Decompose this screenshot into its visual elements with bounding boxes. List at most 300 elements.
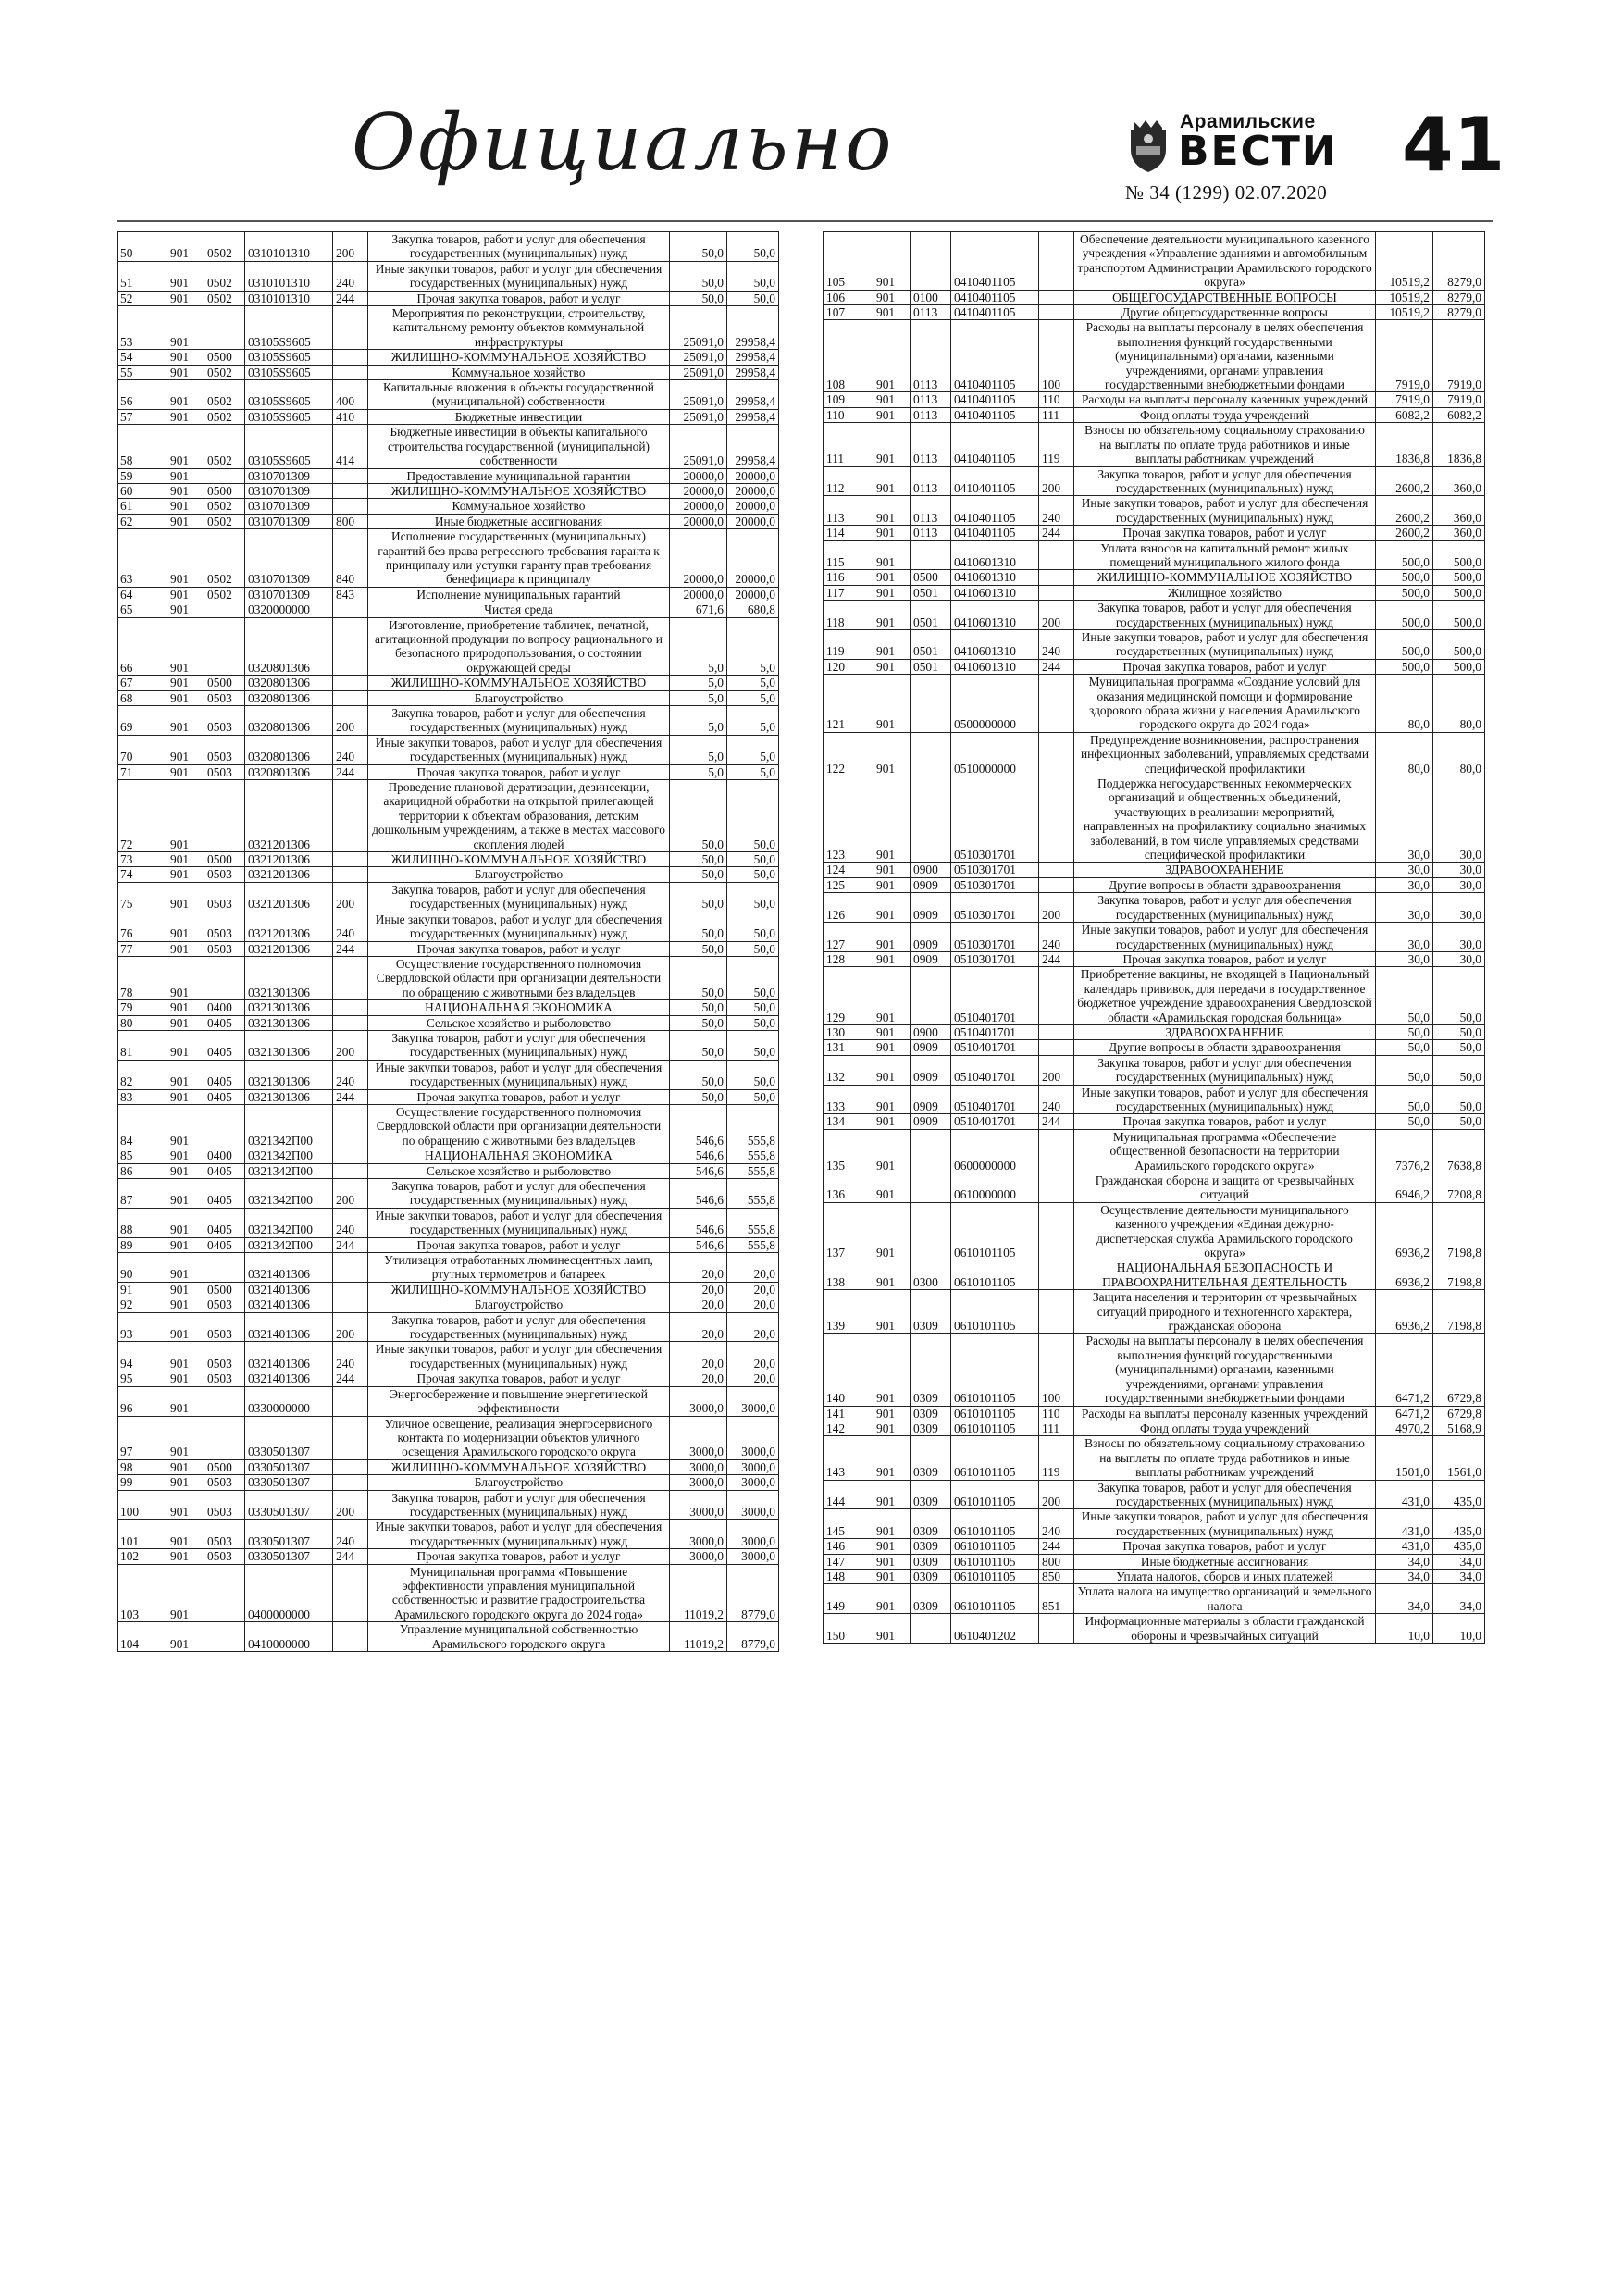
row-number-cell: 99: [118, 1475, 167, 1490]
admin-code-cell: 901: [167, 676, 204, 690]
table-row: [118, 617, 779, 676]
expense-type-cell: [333, 1163, 368, 1178]
item-name-cell: Жилищное хозяйство: [1074, 585, 1376, 600]
section-code-cell: 0405: [204, 1060, 245, 1089]
target-article-cell: 0310101310: [245, 291, 333, 305]
item-name-cell: Закупка товаров, работ и услуг для обеспечения государственных (муниципальных) нужд: [368, 1490, 670, 1520]
admin-code-cell: 901: [167, 380, 204, 410]
target-article-cell: 0610101105: [951, 1436, 1039, 1480]
row-number-cell: 76: [118, 912, 167, 941]
admin-code-cell: 901: [873, 1539, 911, 1554]
expense-type-cell: [1039, 540, 1074, 570]
expense-type-cell: 200: [333, 1179, 368, 1209]
section-code-cell: 0500: [204, 852, 245, 867]
amount-2021-cell: 671,6: [670, 602, 727, 617]
row-number-cell: 68: [118, 690, 167, 705]
item-name-cell: Закупка товаров, работ и услуг для обеспечения государственных (муниципальных) нужд: [1074, 1055, 1376, 1085]
target-article-cell: 0510301701: [951, 776, 1039, 863]
expense-type-cell: 240: [333, 261, 368, 291]
amount-2022-cell: 50,0: [727, 852, 779, 867]
table-row: [118, 1179, 779, 1209]
table-row: [118, 350, 779, 365]
table-row: [824, 893, 1485, 923]
row-number-cell: 122: [824, 732, 873, 776]
amount-2022-cell: 29958,4: [727, 350, 779, 365]
row-number-cell: 108: [824, 320, 873, 392]
admin-code-cell: 901: [167, 602, 204, 617]
section-code-cell: 0503: [204, 690, 245, 705]
budget-table-left-body: [118, 232, 779, 1652]
table-row: [118, 261, 779, 291]
admin-code-cell: 901: [167, 365, 204, 379]
target-article-cell: 0330501307: [245, 1549, 333, 1564]
target-article-cell: 03105S9605: [245, 380, 333, 410]
target-article-cell: 0610401202: [951, 1614, 1039, 1644]
section-code-cell: [204, 956, 245, 999]
row-number-cell: 66: [118, 617, 167, 676]
target-article-cell: 0410601310: [951, 540, 1039, 570]
item-name-cell: Уплата взносов на капитальный ремонт жилых помещений муниципального жилого фонда: [1074, 540, 1376, 570]
item-name-cell: Закупка товаров, работ и услуг для обеспечения государственных (муниципальных) нужд: [1074, 1480, 1376, 1509]
item-name-cell: Расходы на выплаты персоналу казенных учреждений: [1074, 1406, 1376, 1421]
amount-2022-cell: 50,0: [727, 1089, 779, 1104]
target-article-cell: 0610101105: [951, 1539, 1039, 1554]
amount-2021-cell: 10519,2: [1376, 232, 1433, 291]
table-row: [118, 1549, 779, 1564]
table-row: [118, 529, 779, 588]
section-code-cell: 0909: [911, 1040, 951, 1055]
target-article-cell: 0410401105: [951, 232, 1039, 291]
row-number-cell: 81: [118, 1030, 167, 1060]
section-code-cell: 0503: [204, 882, 245, 912]
admin-code-cell: 901: [167, 291, 204, 305]
amount-2022-cell: 5,0: [727, 735, 779, 764]
item-name-cell: ЗДРАВООХРАНЕНИЕ: [1074, 1024, 1376, 1039]
expense-type-cell: 244: [1039, 1114, 1074, 1129]
item-name-cell: Управление муниципальной собственностью Арамильского городского округа: [368, 1622, 670, 1652]
amount-2021-cell: 20,0: [670, 1297, 727, 1312]
table-row: [118, 1564, 779, 1622]
amount-2021-cell: 5,0: [670, 676, 727, 690]
section-code-cell: 0503: [204, 706, 245, 736]
target-article-cell: 0410601310: [951, 601, 1039, 630]
row-number-cell: 107: [824, 305, 873, 320]
admin-code-cell: 901: [167, 1371, 204, 1386]
row-number-cell: 140: [824, 1334, 873, 1406]
section-code-cell: 0502: [204, 587, 245, 602]
amount-2021-cell: 50,0: [1376, 967, 1433, 1025]
amount-2021-cell: 10,0: [1376, 1614, 1433, 1644]
expense-type-cell: 240: [1039, 496, 1074, 526]
budget-table-right: [823, 231, 1485, 1644]
item-name-cell: Защита населения и территории от чрезвычайных ситуаций природного и техногенного характера, гражданская оборона: [1074, 1290, 1376, 1334]
section-code-cell: 0405: [204, 1015, 245, 1030]
item-name-cell: Сельское хозяйство и рыболовство: [368, 1015, 670, 1030]
admin-code-cell: 901: [873, 1055, 911, 1085]
amount-2021-cell: 50,0: [1376, 1040, 1433, 1055]
expense-type-cell: 400: [333, 380, 368, 410]
amount-2021-cell: 10519,2: [1376, 305, 1433, 320]
item-name-cell: Уплата налога на имущество организаций и земельного налога: [1074, 1584, 1376, 1614]
table-row: [118, 1089, 779, 1104]
section-code-cell: [911, 1202, 951, 1260]
expense-type-cell: 244: [1039, 951, 1074, 966]
section-code-cell: 0501: [911, 601, 951, 630]
section-code-cell: 0500: [204, 1459, 245, 1474]
amount-2022-cell: 50,0: [727, 867, 779, 882]
amount-2021-cell: 5,0: [670, 690, 727, 705]
amount-2022-cell: 30,0: [1433, 863, 1485, 877]
amount-2022-cell: 50,0: [1433, 967, 1485, 1025]
newspaper-logo: [1127, 111, 1343, 185]
expense-type-cell: [1039, 1260, 1074, 1290]
expense-type-cell: [333, 956, 368, 999]
target-article-cell: 0310701309: [245, 483, 333, 498]
item-name-cell: Предоставление муниципальной гарантии: [368, 468, 670, 483]
section-code-cell: 0309: [911, 1436, 951, 1480]
amount-2022-cell: 1561,0: [1433, 1436, 1485, 1480]
item-name-cell: Иные закупки товаров, работ и услуг для обеспечения государственных (муниципальных) нужд: [368, 1060, 670, 1089]
expense-type-cell: [1039, 967, 1074, 1025]
section-code-cell: 0113: [911, 407, 951, 422]
target-article-cell: 0310701309: [245, 587, 333, 602]
row-number-cell: 120: [824, 659, 873, 674]
amount-2022-cell: 50,0: [727, 941, 779, 956]
item-name-cell: Обеспечение деятельности муниципального казенного учреждения «Управление зданиями и автомобильным транспортом Администрации Арамильского городского округа»: [1074, 232, 1376, 291]
amount-2022-cell: 7198,8: [1433, 1290, 1485, 1334]
target-article-cell: 03105S9605: [245, 350, 333, 365]
table-row: [824, 1584, 1485, 1614]
amount-2022-cell: 29958,4: [727, 365, 779, 379]
item-name-cell: Иные закупки товаров, работ и услуг для обеспечения государственных (муниципальных) нужд: [1074, 629, 1376, 659]
expense-type-cell: 119: [1039, 423, 1074, 466]
amount-2022-cell: 435,0: [1433, 1480, 1485, 1509]
row-number-cell: 123: [824, 776, 873, 863]
table-row: [824, 1436, 1485, 1480]
admin-code-cell: 901: [167, 1312, 204, 1342]
item-name-cell: Прочая закупка товаров, работ и услуг: [368, 764, 670, 779]
expense-type-cell: 200: [1039, 1480, 1074, 1509]
table-row: [824, 1260, 1485, 1290]
amount-2022-cell: 500,0: [1433, 540, 1485, 570]
target-article-cell: 0610101105: [951, 1509, 1039, 1539]
expense-type-cell: 240: [333, 735, 368, 764]
amount-2022-cell: 30,0: [1433, 877, 1485, 892]
amount-2022-cell: 3000,0: [727, 1475, 779, 1490]
admin-code-cell: 901: [167, 587, 204, 602]
table-row: [824, 1334, 1485, 1406]
amount-2021-cell: 546,6: [670, 1148, 727, 1163]
amount-2021-cell: 546,6: [670, 1104, 727, 1148]
target-article-cell: 0321301306: [245, 1030, 333, 1060]
target-article-cell: 0310701309: [245, 514, 333, 528]
section-code-cell: 0909: [911, 923, 951, 952]
admin-code-cell: 901: [873, 1436, 911, 1480]
admin-code-cell: 901: [167, 1297, 204, 1312]
amount-2022-cell: 80,0: [1433, 675, 1485, 733]
section-code-cell: 0500: [204, 676, 245, 690]
target-article-cell: 0600000000: [951, 1129, 1039, 1173]
amount-2022-cell: 10,0: [1433, 1614, 1485, 1644]
expense-type-cell: 240: [1039, 629, 1074, 659]
target-article-cell: 0610000000: [951, 1173, 1039, 1203]
expense-type-cell: 200: [333, 706, 368, 736]
amount-2021-cell: 431,0: [1376, 1509, 1433, 1539]
target-article-cell: 0321301306: [245, 956, 333, 999]
section-code-cell: 0503: [204, 1297, 245, 1312]
amount-2021-cell: 431,0: [1376, 1480, 1433, 1509]
amount-2022-cell: 500,0: [1433, 629, 1485, 659]
row-number-cell: 138: [824, 1260, 873, 1290]
amount-2022-cell: 50,0: [727, 912, 779, 941]
expense-type-cell: [1039, 877, 1074, 892]
table-row: [824, 1202, 1485, 1260]
admin-code-cell: 901: [873, 1085, 911, 1114]
admin-code-cell: 901: [167, 706, 204, 736]
amount-2021-cell: 50,0: [670, 780, 727, 852]
admin-code-cell: 901: [167, 1163, 204, 1178]
section-code-cell: 0405: [204, 1237, 245, 1252]
table-row: [824, 1421, 1485, 1435]
row-number-cell: 78: [118, 956, 167, 999]
table-row: [118, 1163, 779, 1178]
row-number-cell: 119: [824, 629, 873, 659]
table-row: [824, 732, 1485, 776]
amount-2021-cell: 30,0: [1376, 877, 1433, 892]
section-code-cell: [911, 232, 951, 291]
amount-2021-cell: 5,0: [670, 706, 727, 736]
target-article-cell: 0320000000: [245, 602, 333, 617]
target-article-cell: 0321342П00: [245, 1179, 333, 1209]
row-number-cell: 124: [824, 863, 873, 877]
admin-code-cell: 901: [873, 1569, 911, 1583]
expense-type-cell: 200: [333, 1312, 368, 1342]
admin-code-cell: 901: [873, 305, 911, 320]
row-number-cell: 137: [824, 1202, 873, 1260]
item-name-cell: Расходы на выплаты персоналу в целях обеспечения выполнения функций государственными (муниципальными) органами, казенными учреждениями, органами управления государственными внебюджетными фондами: [1074, 1334, 1376, 1406]
amount-2021-cell: 50,0: [670, 882, 727, 912]
section-code-cell: 0113: [911, 305, 951, 320]
expense-type-cell: [1039, 290, 1074, 304]
amount-2021-cell: 20,0: [670, 1342, 727, 1371]
amount-2022-cell: 360,0: [1433, 466, 1485, 496]
amount-2022-cell: 3000,0: [727, 1520, 779, 1549]
expense-type-cell: [1039, 305, 1074, 320]
expense-type-cell: [333, 867, 368, 882]
expense-type-cell: 840: [333, 529, 368, 588]
amount-2022-cell: 34,0: [1433, 1584, 1485, 1614]
row-number-cell: 77: [118, 941, 167, 956]
section-code-cell: 0502: [204, 261, 245, 291]
admin-code-cell: 901: [873, 951, 911, 966]
amount-2021-cell: 50,0: [1376, 1114, 1433, 1129]
expense-type-cell: 800: [1039, 1554, 1074, 1569]
item-name-cell: Закупка товаров, работ и услуг для обеспечения государственных (муниципальных) нужд: [1074, 893, 1376, 923]
target-article-cell: 0321201306: [245, 867, 333, 882]
coat-of-arms-icon: [1127, 118, 1170, 174]
item-name-cell: Мероприятия по реконструкции, строительству, капитальному ремонту объектов коммунальной инфраструктуры: [368, 306, 670, 350]
table-row: [824, 232, 1485, 291]
amount-2021-cell: 25091,0: [670, 365, 727, 379]
amount-2021-cell: 2600,2: [1376, 496, 1433, 526]
amount-2021-cell: 20000,0: [670, 514, 727, 528]
target-article-cell: 0330501307: [245, 1475, 333, 1490]
item-name-cell: Иные закупки товаров, работ и услуг для обеспечения государственных (муниципальных) нужд: [1074, 923, 1376, 952]
row-number-cell: 118: [824, 601, 873, 630]
table-row: [824, 601, 1485, 630]
amount-2021-cell: 546,6: [670, 1237, 727, 1252]
section-code-cell: [204, 617, 245, 676]
table-row: [118, 1342, 779, 1371]
table-row: [118, 1312, 779, 1342]
item-name-cell: Расходы на выплаты персоналу казенных учреждений: [1074, 392, 1376, 407]
amount-2021-cell: 50,0: [670, 941, 727, 956]
expense-type-cell: 244: [1039, 526, 1074, 540]
section-code-cell: 0502: [204, 514, 245, 528]
admin-code-cell: 901: [873, 863, 911, 877]
admin-code-cell: 901: [167, 1475, 204, 1490]
expense-type-cell: [333, 852, 368, 867]
section-code-cell: 0503: [204, 1475, 245, 1490]
section-code-cell: 0502: [204, 425, 245, 468]
target-article-cell: 0410401105: [951, 320, 1039, 392]
item-name-cell: Благоустройство: [368, 690, 670, 705]
amount-2022-cell: 500,0: [1433, 659, 1485, 674]
row-number-cell: 97: [118, 1416, 167, 1459]
row-number-cell: 65: [118, 602, 167, 617]
expense-type-cell: [1039, 675, 1074, 733]
row-number-cell: 147: [824, 1554, 873, 1569]
row-number-cell: 80: [118, 1015, 167, 1030]
item-name-cell: Осуществление государственного полномочия Свердловской области при организации деятельности по обращению с животными без владельцев: [368, 1104, 670, 1148]
admin-code-cell: 901: [873, 776, 911, 863]
amount-2022-cell: 50,0: [1433, 1040, 1485, 1055]
section-code-cell: 0503: [204, 1371, 245, 1386]
admin-code-cell: 901: [167, 1060, 204, 1089]
expense-type-cell: 200: [1039, 1055, 1074, 1085]
admin-code-cell: 901: [167, 499, 204, 514]
amount-2022-cell: 7638,8: [1433, 1129, 1485, 1173]
item-name-cell: Исполнение государственных (муниципальных) гарантий без права регрессного требования гаранта к принципалу или уступки гаранту прав требования бенефициара к принципалу: [368, 529, 670, 588]
table-row: [118, 1490, 779, 1520]
admin-code-cell: 901: [167, 1386, 204, 1416]
expense-type-cell: 800: [333, 514, 368, 528]
row-number-cell: 51: [118, 261, 167, 291]
section-code-cell: 0502: [204, 365, 245, 379]
amount-2022-cell: 20,0: [727, 1253, 779, 1283]
amount-2022-cell: 8779,0: [727, 1622, 779, 1652]
section-code-cell: [204, 1564, 245, 1622]
table-row: [118, 956, 779, 999]
row-number-cell: 90: [118, 1253, 167, 1283]
amount-2021-cell: 500,0: [1376, 601, 1433, 630]
table-row: [118, 764, 779, 779]
table-row: [118, 1060, 779, 1089]
table-row: [118, 706, 779, 736]
row-number-cell: 69: [118, 706, 167, 736]
section-code-cell: 0900: [911, 863, 951, 877]
item-name-cell: Иные закупки товаров, работ и услуг для обеспечения государственных (муниципальных) нужд: [368, 1208, 670, 1237]
expense-type-cell: 110: [1039, 392, 1074, 407]
table-row: [824, 1129, 1485, 1173]
target-article-cell: 0321301306: [245, 1015, 333, 1030]
target-article-cell: 0321401306: [245, 1312, 333, 1342]
row-number-cell: 145: [824, 1509, 873, 1539]
item-name-cell: Утилизация отработанных люминесцентных ламп, ртутных термометров и батареек: [368, 1253, 670, 1283]
row-number-cell: 79: [118, 1000, 167, 1015]
item-name-cell: Иные закупки товаров, работ и услуг для обеспечения государственных (муниципальных) нужд: [1074, 1085, 1376, 1114]
row-number-cell: 100: [118, 1490, 167, 1520]
amount-2021-cell: 3000,0: [670, 1520, 727, 1549]
amount-2022-cell: 29958,4: [727, 380, 779, 410]
table-row: [118, 499, 779, 514]
item-name-cell: Иные закупки товаров, работ и услуг для обеспечения государственных (муниципальных) нужд: [368, 261, 670, 291]
amount-2022-cell: 50,0: [727, 261, 779, 291]
admin-code-cell: 901: [873, 601, 911, 630]
target-article-cell: 0330501307: [245, 1520, 333, 1549]
target-article-cell: 0321401306: [245, 1342, 333, 1371]
expense-type-cell: 244: [333, 1089, 368, 1104]
section-code-cell: 0909: [911, 1114, 951, 1129]
item-name-cell: Прочая закупка товаров, работ и услуг: [368, 1089, 670, 1104]
row-number-cell: 121: [824, 675, 873, 733]
section-code-cell: [204, 306, 245, 350]
item-name-cell: Прочая закупка товаров, работ и услуг: [368, 1237, 670, 1252]
admin-code-cell: 901: [873, 1334, 911, 1406]
admin-code-cell: 901: [873, 1260, 911, 1290]
amount-2022-cell: 50,0: [727, 780, 779, 852]
target-article-cell: 0400000000: [245, 1564, 333, 1622]
expense-type-cell: 244: [333, 1549, 368, 1564]
section-code-cell: 0309: [911, 1569, 951, 1583]
table-row: [118, 1015, 779, 1030]
amount-2022-cell: 30,0: [1433, 893, 1485, 923]
amount-2022-cell: 20000,0: [727, 587, 779, 602]
expense-type-cell: 240: [333, 1060, 368, 1089]
expense-type-cell: [333, 1148, 368, 1163]
table-row: [118, 1475, 779, 1490]
target-article-cell: 0410601310: [951, 659, 1039, 674]
target-article-cell: 0321342П00: [245, 1104, 333, 1148]
expense-type-cell: [1039, 232, 1074, 291]
table-row: [118, 1371, 779, 1386]
amount-2021-cell: 3000,0: [670, 1386, 727, 1416]
admin-code-cell: 901: [873, 1290, 911, 1334]
amount-2022-cell: 1836,8: [1433, 423, 1485, 466]
section-code-cell: 0113: [911, 320, 951, 392]
table-row: [824, 423, 1485, 466]
item-name-cell: Иные бюджетные ассигнования: [1074, 1554, 1376, 1569]
amount-2021-cell: 4970,2: [1376, 1421, 1433, 1435]
amount-2021-cell: 30,0: [1376, 863, 1433, 877]
target-article-cell: 0410401105: [951, 392, 1039, 407]
target-article-cell: 0610101105: [951, 1334, 1039, 1406]
target-article-cell: 0610101105: [951, 1584, 1039, 1614]
table-row: [118, 232, 779, 262]
expense-type-cell: 244: [333, 941, 368, 956]
target-article-cell: 0510301701: [951, 923, 1039, 952]
table-row: [824, 1290, 1485, 1334]
row-number-cell: 139: [824, 1290, 873, 1334]
amount-2021-cell: 3000,0: [670, 1490, 727, 1520]
table-row: [118, 735, 779, 764]
amount-2022-cell: 555,8: [727, 1104, 779, 1148]
item-name-cell: НАЦИОНАЛЬНАЯ ЭКОНОМИКА: [368, 1148, 670, 1163]
table-row: [824, 863, 1485, 877]
item-name-cell: Иные закупки товаров, работ и услуг для обеспечения государственных (муниципальных) нужд: [1074, 1509, 1376, 1539]
admin-code-cell: 901: [873, 1614, 911, 1644]
expense-type-cell: [333, 468, 368, 483]
